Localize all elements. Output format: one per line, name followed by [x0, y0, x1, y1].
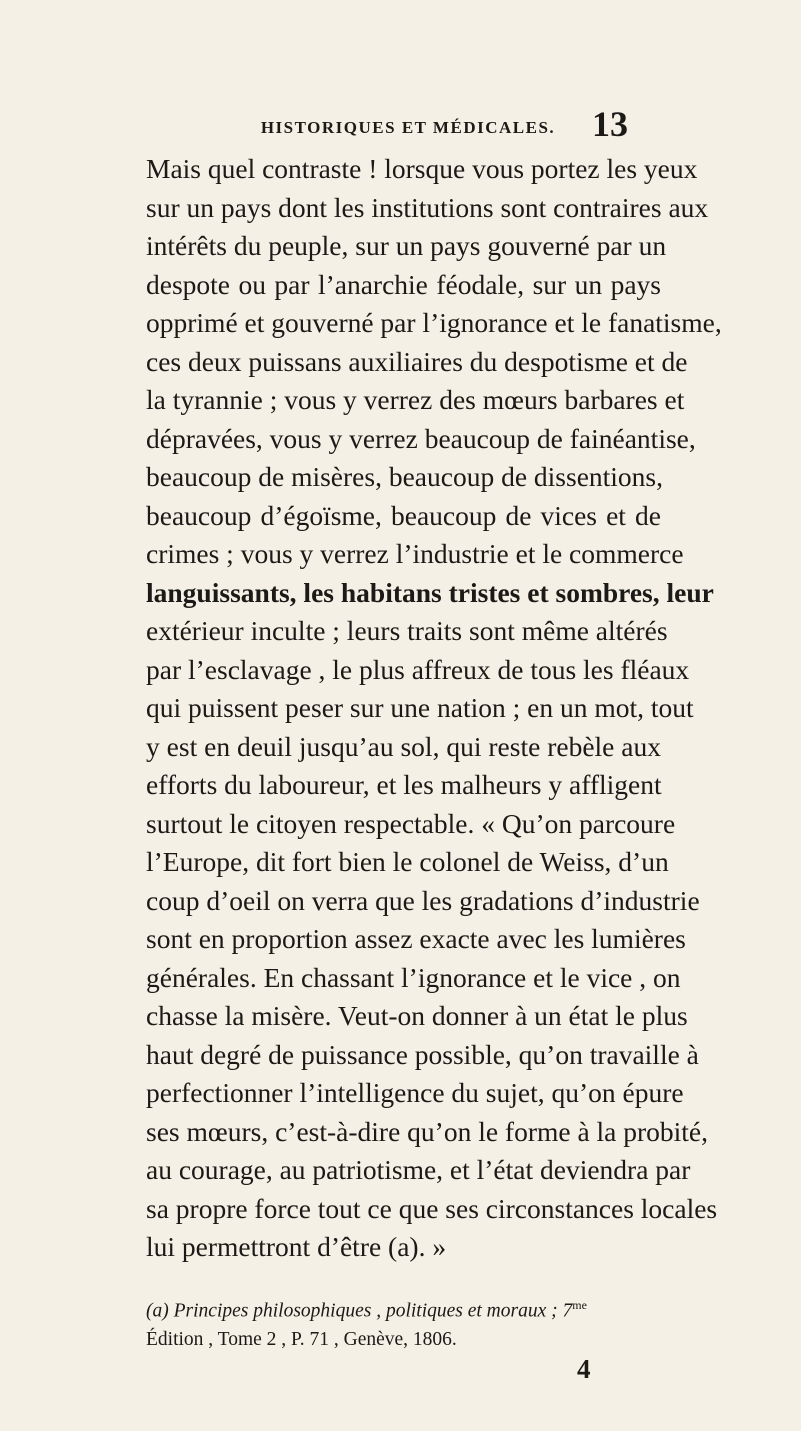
text-line: surtout le citoyen respectable. « Qu’on parcoure [146, 807, 676, 839]
text-line: chasse la misère. Veut-on donner à un état le plus [146, 1000, 688, 1031]
text-line: par l’esclavage , le plus affreux de tous les fléaux [146, 653, 690, 685]
page-number: 13 [592, 104, 628, 144]
footnote-line [146, 1291, 661, 1326]
footnote-edition-ordinal: 7 [562, 1300, 573, 1322]
text-line: opprimé et gouverné par l’ignorance et le fanatisme, [146, 307, 722, 338]
text-line: générales. En chassant l’ignorance et le vice , on [146, 961, 681, 993]
footnote-title: Principes philosophiques , politiques et moraux ; [173, 1300, 558, 1322]
text-line: dépravées, vous y verrez beaucoup de fainéantise, [146, 422, 696, 454]
text-line: sont en proportion assez exacte avec les lumières [146, 923, 686, 954]
text-line: qui puissent peser sur une nation ; en un mot, tout [146, 692, 694, 723]
footnote-marker: (a) [146, 1300, 169, 1322]
text-line: lui permettront d’être (a). » [146, 1231, 447, 1262]
text-line: sur un pays dont les institutions sont contraires aux [146, 191, 709, 223]
footnote-edition-sup: me [572, 1298, 587, 1312]
text-line: au courage, au patriotisme, et l’état deviendra par [146, 1154, 691, 1185]
text-line: beaucoup de misères, beaucoup de dissentions, [146, 461, 664, 492]
text-line: intérêts du peuple, sur un pays gouverné par un [146, 230, 667, 261]
text-line: ses mœurs, c’est-à-dire qu’on le forme à la probité, [146, 1115, 709, 1147]
body-text [146, 150, 722, 1267]
signature-mark: 4 [577, 1354, 591, 1384]
text-line: l’Europe, dit fort bien le colonel de Weiss, d’un [146, 846, 669, 877]
text-line: despote ou par l’anarchie féodale, sur un pays [146, 268, 661, 300]
text-line: y est en deuil jusqu’au sol, qui reste rebèle aux [146, 730, 661, 762]
footnote-line: Édition , Tome 2 , P. 71 , Genève, 1806. [146, 1328, 457, 1350]
text-line: haut degré de puissance possible, qu’on travaille à [146, 1038, 699, 1070]
text-line: ces deux puissans auxiliaires du despotisme et de [146, 345, 688, 377]
text-line: crimes ; vous y verrez l’industrie et le commerce [146, 538, 684, 569]
text-line: sa propre force tout ce que ses circonstances locales [146, 1192, 718, 1224]
text-line: extérieur inculte ; leurs traits sont même altérés [146, 615, 668, 646]
text-line: beaucoup d’égoïsme, beaucoup de vices et de [146, 499, 661, 531]
text-line: perfectionner l’intelligence du sujet, qu’on épure [146, 1077, 684, 1108]
text-line: efforts du laboureur, et les malheurs y affligent [146, 769, 662, 800]
running-head: HISTORIQUES ET MÉDICALES. [260, 118, 556, 137]
text-line: la tyrannie ; vous y verrez des mœurs barbares et [146, 384, 685, 415]
text-line: coup d’oeil on verra que les gradations d’industrie [146, 884, 700, 916]
text-line: Mais quel contraste ! lorsque vous portez les yeux [146, 153, 698, 184]
text-line: languissants, les habitans tristes et sombres, leur [146, 576, 714, 608]
footnote [146, 1291, 661, 1354]
